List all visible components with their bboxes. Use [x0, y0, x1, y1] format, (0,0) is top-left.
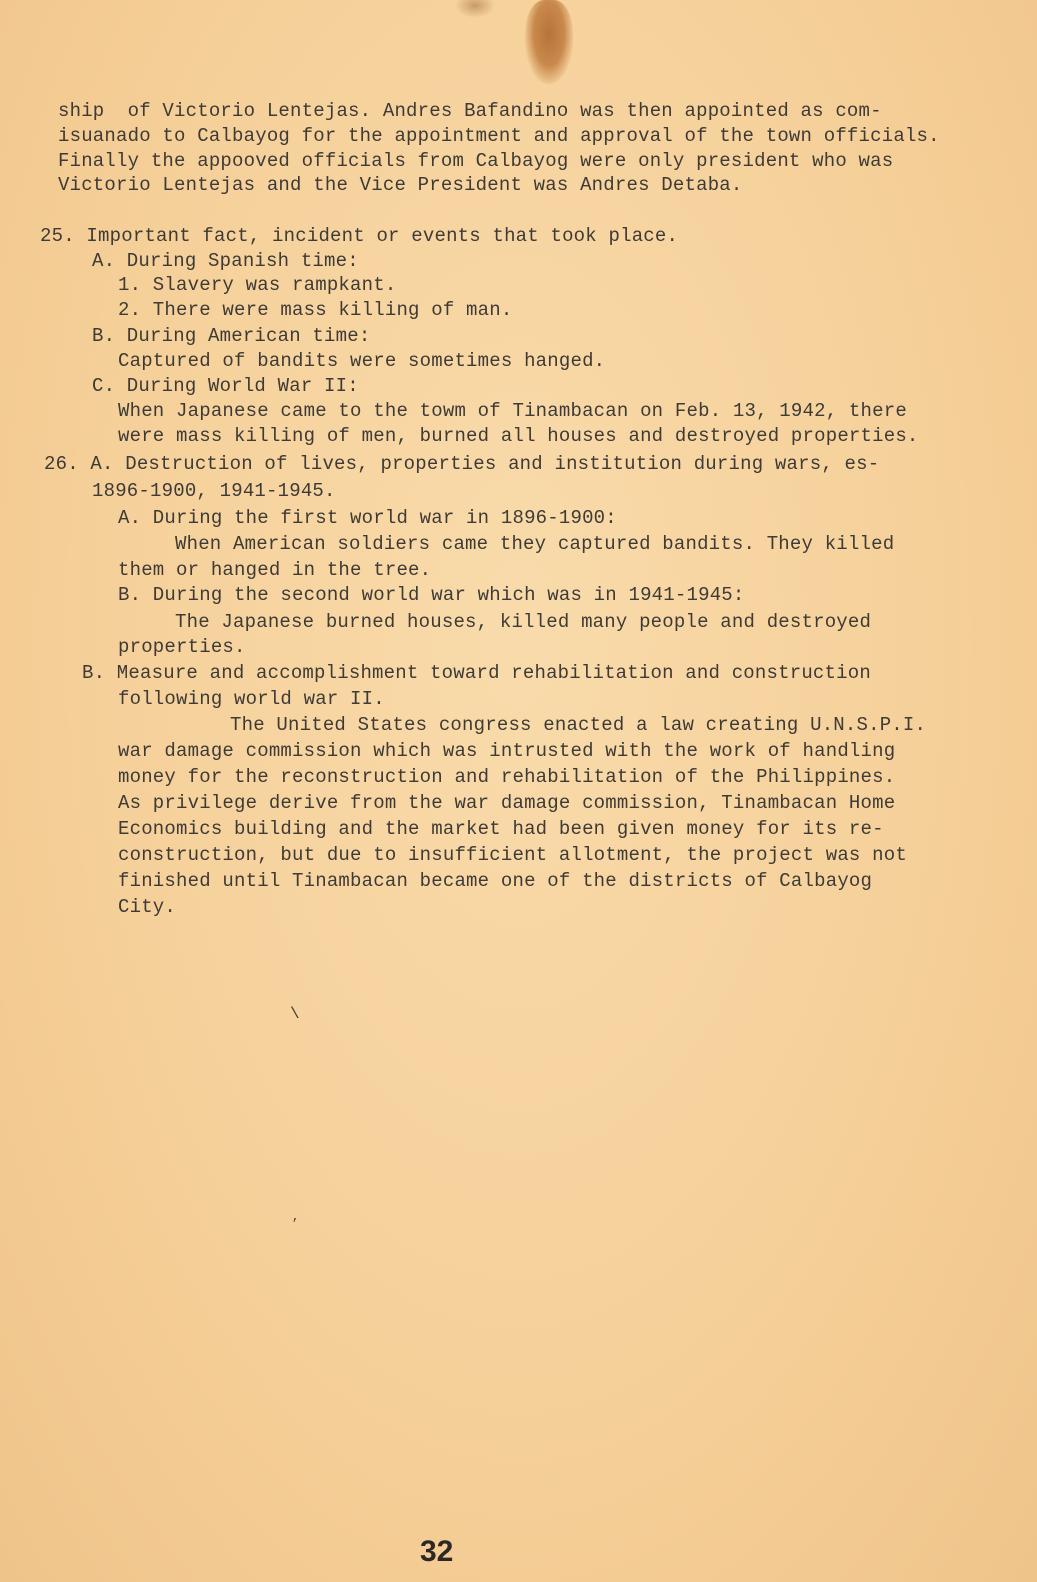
- text-line: war damage commission which was intrusted with the work of handling: [118, 740, 896, 762]
- text-line: money for the reconstruction and rehabilitation of the Philippines.: [118, 766, 896, 788]
- text-line: Finally the appooved officials from Calbayog were only president who was: [58, 150, 894, 172]
- text-line: A. During the first world war in 1896-1900:: [118, 507, 617, 529]
- text-line: Captured of bandits were sometimes hanged.: [118, 350, 606, 372]
- text-line: isuanado to Calbayog for the appointment and approval of the town officials.: [58, 125, 940, 147]
- text-line: The United States congress enacted a law creating U.N.S.P.I.: [230, 714, 927, 736]
- text-line: following world war II.: [118, 688, 385, 710]
- text-line: The Japanese burned houses, killed many people and destroyed: [175, 611, 872, 633]
- section-heading: 26. A. Destruction of lives, properties and institution during wars, es-: [44, 453, 880, 475]
- text-line: ship of Victorio Lentejas. Andres Bafandino was then appointed as com-: [58, 100, 882, 122]
- paper-stain: [525, 0, 573, 84]
- text-line: were mass killing of men, burned all houses and destroyed properties.: [118, 425, 919, 447]
- page-number: 32: [420, 1535, 454, 1568]
- text-line: B. During American time:: [92, 325, 371, 347]
- text-line: 1896-1900, 1941-1945.: [92, 480, 336, 502]
- text-line: Victorio Lentejas and the Vice President was Andres Detaba.: [58, 174, 743, 196]
- text-line: C. During World War II:: [92, 375, 359, 397]
- text-line: When American soldiers came they captured bandits. They killed: [175, 533, 895, 555]
- text-line: When Japanese came to the towm of Tinambacan on Feb. 13, 1942, there: [118, 400, 907, 422]
- text-line: B. During the second world war which was in 1941-1945:: [118, 584, 745, 606]
- text-line: As privilege derive from the war damage commission, Tinambacan Home: [118, 792, 896, 814]
- list-item: 1. Slavery was rampkant.: [118, 274, 397, 296]
- text-line: them or hanged in the tree.: [118, 559, 432, 581]
- text-line: properties.: [118, 636, 246, 658]
- paper-stain-small: [455, 0, 495, 18]
- pen-mark: \: [290, 1005, 300, 1023]
- text-line: Economics building and the market had been given money for its re-: [118, 818, 884, 840]
- text-line: construction, but due to insufficient allotment, the project was not: [118, 844, 907, 866]
- pen-mark: ,: [292, 1210, 300, 1224]
- list-item: 2. There were mass killing of man.: [118, 299, 513, 321]
- text-line: B. Measure and accomplishment toward rehabilitation and construction: [82, 662, 871, 684]
- text-line: A. During Spanish time:: [92, 250, 359, 272]
- text-line: City.: [118, 896, 177, 918]
- text-line: finished until Tinambacan became one of the districts of Calbayog: [118, 870, 873, 892]
- section-heading: 25. Important fact, incident or events that took place.: [40, 225, 679, 247]
